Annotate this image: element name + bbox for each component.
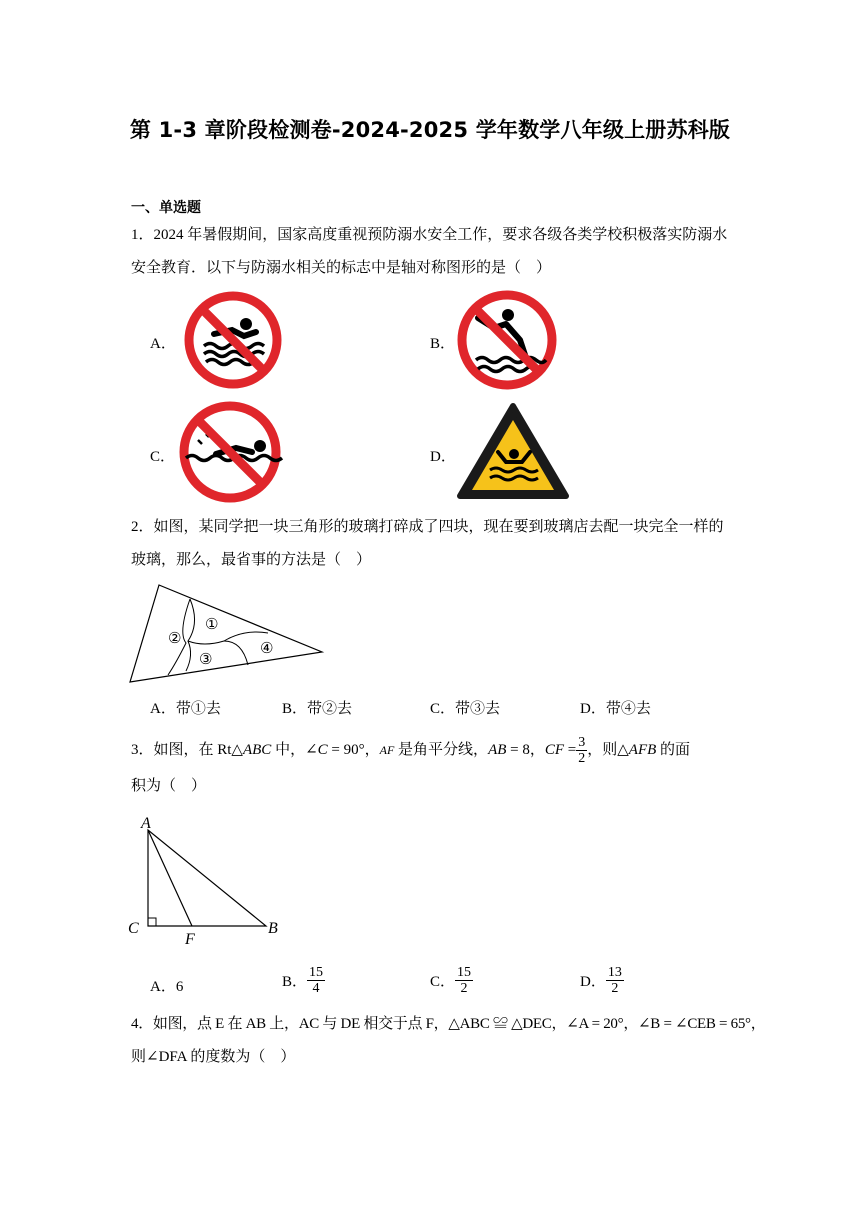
piece-2-label: ② <box>168 629 182 647</box>
q3-cf-num: 3 <box>578 735 586 750</box>
q2-option-c: C．带③去 <box>430 701 501 717</box>
no-swimming-sign-icon <box>180 290 286 390</box>
q3-option-a-value: 6 <box>175 979 184 995</box>
q2-option-a: A．带①去 <box>150 701 221 717</box>
q3-option-d-num: 13 <box>607 965 622 980</box>
q3-text-1: 3．如图，在 Rt△ <box>131 741 243 758</box>
q3-cf-den: 2 <box>578 751 586 766</box>
q3-option-a-label: A． <box>150 979 176 995</box>
q2-text-line1: 2．如图，某同学把一块三角形的玻璃打碎成了四块，现在要到玻璃店去配一块完全一样的 <box>131 519 724 535</box>
q3-text-4: 是角平分线， <box>394 741 489 758</box>
q3-option-c-fraction <box>455 965 473 996</box>
q1-option-b-label: B． <box>430 336 456 352</box>
vertex-b-label: B <box>268 920 278 937</box>
q2-text-line2: 玻璃，那么，最省事的方法是（ ） <box>131 552 372 568</box>
vertex-a-label: A <box>141 815 151 832</box>
q1-option-a-label: A． <box>150 336 176 352</box>
q3-option-d-den: 2 <box>611 981 619 996</box>
page-title: 第 1-3 章阶段检测卷-2024-2025 学年数学八年级上册苏科版 <box>129 118 731 142</box>
q3-option-b <box>282 965 325 996</box>
q3-eq: = <box>564 741 577 758</box>
section-heading: 一、单选题 <box>131 200 201 216</box>
q3-ab: AB <box>488 741 507 758</box>
no-diving-sign-icon <box>454 288 560 392</box>
q3-option-b-den: 4 <box>312 981 320 996</box>
q3-text-line2: 积为（ ） <box>131 778 207 794</box>
piece-1-label: ① <box>205 615 219 633</box>
q3-c: C <box>317 741 328 758</box>
vertex-c-label: C <box>128 920 139 937</box>
q3-option-b-fraction <box>307 965 325 996</box>
q1-option-d-label: D． <box>430 449 456 465</box>
q2-option-b: B．带②去 <box>282 701 353 717</box>
q3-option-c-den: 2 <box>460 981 468 996</box>
q3-text-3: = 90°， <box>327 741 380 758</box>
q3-option-b-label: B． <box>282 974 308 990</box>
q3-afb: AFB <box>628 741 657 758</box>
piece-3-label: ③ <box>199 650 213 668</box>
q1-option-c-label: C． <box>150 449 176 465</box>
q3-option-d-label: D． <box>580 974 606 990</box>
q3-option-c-label: C． <box>430 974 456 990</box>
q3-text-7: 的面 <box>656 741 691 758</box>
right-triangle-afb-diagram <box>126 810 286 946</box>
q3-abc: ABC <box>242 741 272 758</box>
q3-text-6: ，则△ <box>587 741 629 758</box>
q3-cf-fraction <box>576 735 587 766</box>
q2-option-d: D．带④去 <box>580 701 651 717</box>
no-swimming-sign-icon-2 <box>176 400 284 504</box>
piece-4-label: ④ <box>260 639 274 657</box>
q3-option-b-num: 15 <box>309 965 324 980</box>
q3-af: AF <box>379 742 395 757</box>
q3-text-5: = 8， <box>506 741 545 758</box>
drowning-warning-sign-icon <box>456 402 570 500</box>
q4-text-line1: 4．如图，点 E 在 AB 上，AC 与 DE 相交于点 F，△ABC ≌ △DEC，∠A = 20°，∠B = ∠CEB = 65°， <box>131 1016 766 1032</box>
q1-text-line2: 安全教育．以下与防溺水相关的标志中是轴对称图形的是（ ） <box>131 260 552 276</box>
q3-option-d-fraction <box>606 965 624 996</box>
broken-glass-triangle-diagram <box>128 583 328 685</box>
q3-text-line1 <box>131 735 690 766</box>
q4-text-line2: 则∠DFA 的度数为（ ） <box>131 1049 296 1065</box>
q3-cf: CF <box>544 741 565 758</box>
q3-text-2: 中，∠ <box>271 741 318 758</box>
q3-option-a <box>150 975 183 996</box>
q3-option-c-num: 15 <box>457 965 472 980</box>
point-f-label: F <box>185 931 195 946</box>
q1-text-line1: 1．2024 年暑假期间，国家高度重视预防溺水安全工作，要求各级各类学校积极落实防溺水 <box>131 227 728 243</box>
q3-option-d <box>580 965 624 996</box>
q3-option-c <box>430 965 473 996</box>
